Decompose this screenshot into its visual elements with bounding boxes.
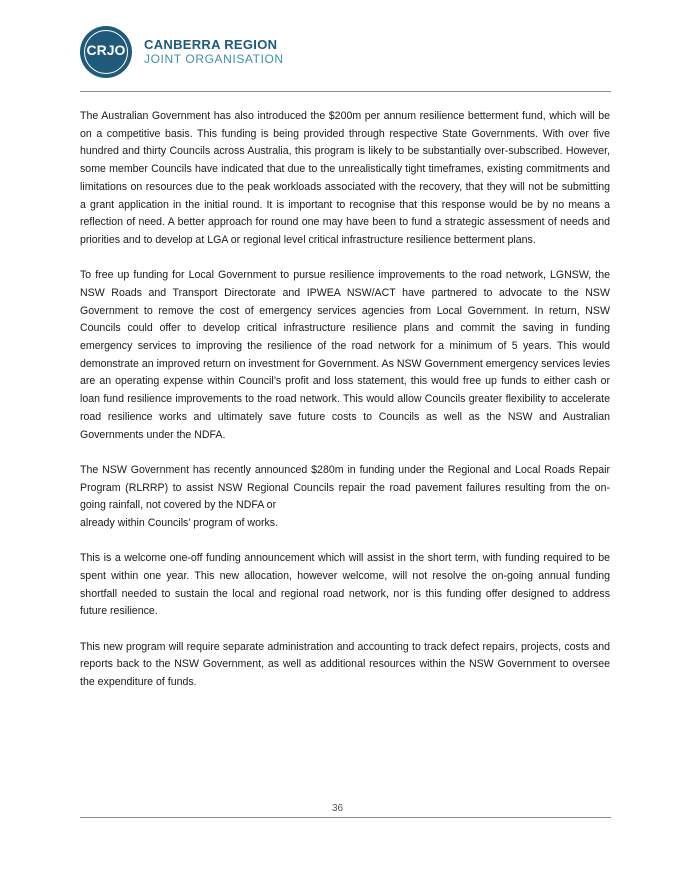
paragraph-one-off-funding: This is a welcome one-off funding announcement which will assist in the short term, with funding required to be spent within one year. This new allocation, however welcome, will not resolve the on-going annual funding shortfall needed to sustain the local and regional road network, nor is this funding offer designed to address future resilience. <box>80 552 610 618</box>
logo-mark: CRJO <box>86 42 126 58</box>
paragraph-rlrrp <box>80 462 610 533</box>
crjo-logo-icon <box>80 26 132 78</box>
page-number: 36 <box>331 803 344 814</box>
paragraph-emergency-services: To free up funding for Local Government to pursue resilience improvements to the road network, LGNSW, the NSW Roads and Transport Directorate and IPWEA NSW/ACT have partnered to advocate to the NSW Government to remove the cost of emergency services agencies from Local Government. In return, NSW Councils could offer to develop critical infrastructure resilience plans and commit the saving in funding emergency services to improving the resilience of the road network for a minimum of 5 years. This would demonstrate an improved return on investment for Government. As NSW Government emergency services levies are an operating expense within Council’s profit and loss statement, this would free up funds to either cash or loan fund resilience improvements to the road network. This would allow Councils greater flexibility to accelerate road resilience works and ultimately save future costs to Councils as well as the NSW and Australian Governments under the NDFA. <box>80 269 610 441</box>
paragraph-rlrrp-part2: already within Councils’ program of works. <box>80 516 279 529</box>
header-divider <box>80 91 611 92</box>
footer-divider <box>80 817 611 818</box>
paragraph-resilience-fund: The Australian Government has also introduced the $200m per annum resilience betterment fund, which will be on a competitive basis. This funding is being provided through respective State Governments. With over five hundred and thirty Councils across Australia, this program is likely to be substantially over-subscribed. However, some member Councils have indicated that due to the unrealistically tight timeframes, existing commitments and limitations on resources due to the peak workloads associated with the recovery, that they will not be submitting a grant application in the initial round. It is important to recognise that this response would be by no means a reflection of need. A better approach for round one may have been to fund a strategic assessment of needs and priorities and to develop at LGA or regional level critical infrastructure resilience betterment plans. <box>80 110 610 246</box>
paragraph-administration: This new program will require separate administration and accounting to track defect repairs, projects, costs and reports back to the NSW Government, as well as additional resources within the NSW Government to oversee the expenditure of funds. <box>80 640 610 689</box>
org-name <box>144 38 284 66</box>
org-name-line1: CANBERRA REGION <box>144 37 278 52</box>
org-name-line2: JOINT ORGANISATION <box>144 52 284 66</box>
page-header <box>80 26 600 76</box>
document-body <box>80 108 610 709</box>
paragraph-rlrrp-part1: The NSW Government has recently announced $280m in funding under the Regional and Local Roads Repair Program (RLRRP) to assist NSW Regional Councils repair the road pavement failures resulting from the on-going rainfall, not covered by the NDFA or <box>80 463 610 512</box>
